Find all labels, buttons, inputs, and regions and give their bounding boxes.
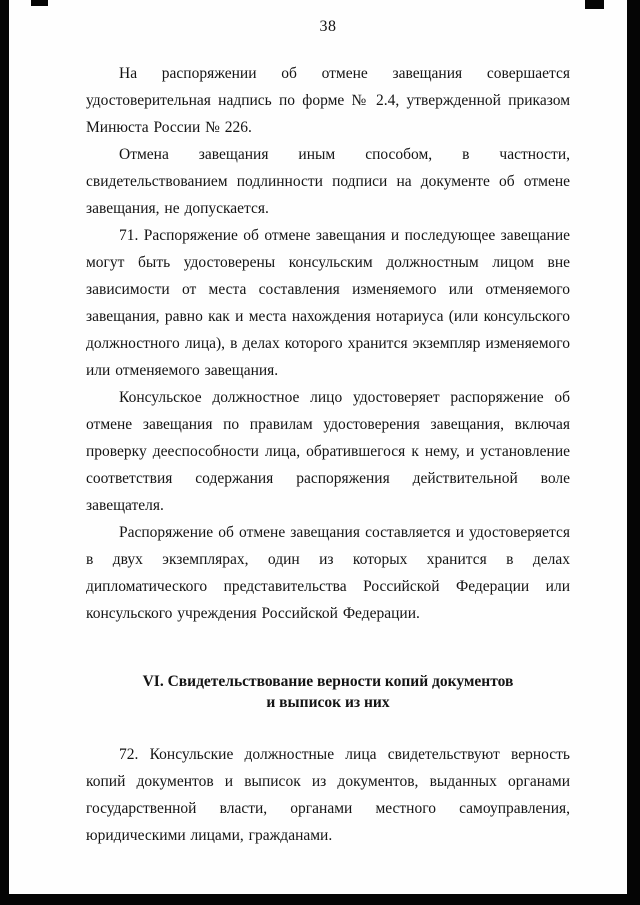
page-number: 38 [319, 18, 337, 35]
paragraph-dva-ekzemplyara: Распоряжение об отмене завещания составляется и удостоверяется в двух экземплярах, один из которых хранится в делах дипломатического представительства Российской Федерации или консульского учреждения Российской Федерации. [86, 524, 570, 622]
paragraph-udostoveritelnaya-nadpis: На распоряжении об отмене завещания совершается удостоверительная надпись по форме № 2.4, утвержденной приказом Минюста России № 226. [86, 65, 570, 136]
scan-edge-bottom [0, 894, 640, 905]
paragraph-proverka-deesposobnosti: Консульское должностное лицо удостоверяет распоряжение об отмене завещания по правилам удостоверения завещания, включая проверку дееспособности лица, обратившегося к нему, и установление соответствия содержания распоряжения действительной воле завещателя. [86, 389, 570, 514]
scan-artifact-top-right [585, 0, 604, 9]
paragraph-72: 72. Консульские должностные лица свидетельствуют верность копий документов и выписок из документов, выданных органами государственной власти, органами местного самоуправления, юридическими лицами, гражданами. [86, 746, 570, 844]
body-text [86, 60, 570, 849]
scan-edge-left [0, 0, 9, 905]
scan-edge-right [627, 0, 640, 905]
scan-artifact-top-left [31, 0, 48, 6]
section-heading-line2: и выписок из них [266, 694, 390, 711]
paragraph-71: 71. Распоряжение об отмене завещания и последующее завещание могут быть удостоверены консульским должностным лицом вне зависимости от места составления изменяемого или отменяемого завещания, равно как и места нахождения нотариуса (или консульского должностного лица), в делах которого хранится экземпляр изменяемого или отменяемого завещания. [86, 227, 570, 379]
paragraph-otmena-inym-sposobom: Отмена завещания иным способом, в частности, свидетельствованием подлинности подписи на документе об отмене завещания, не допускается. [86, 146, 570, 217]
section-heading-vi [86, 671, 570, 713]
page-content [86, 0, 570, 849]
section-heading-line1: VI. Свидетельствование верности копий документов [142, 673, 514, 690]
